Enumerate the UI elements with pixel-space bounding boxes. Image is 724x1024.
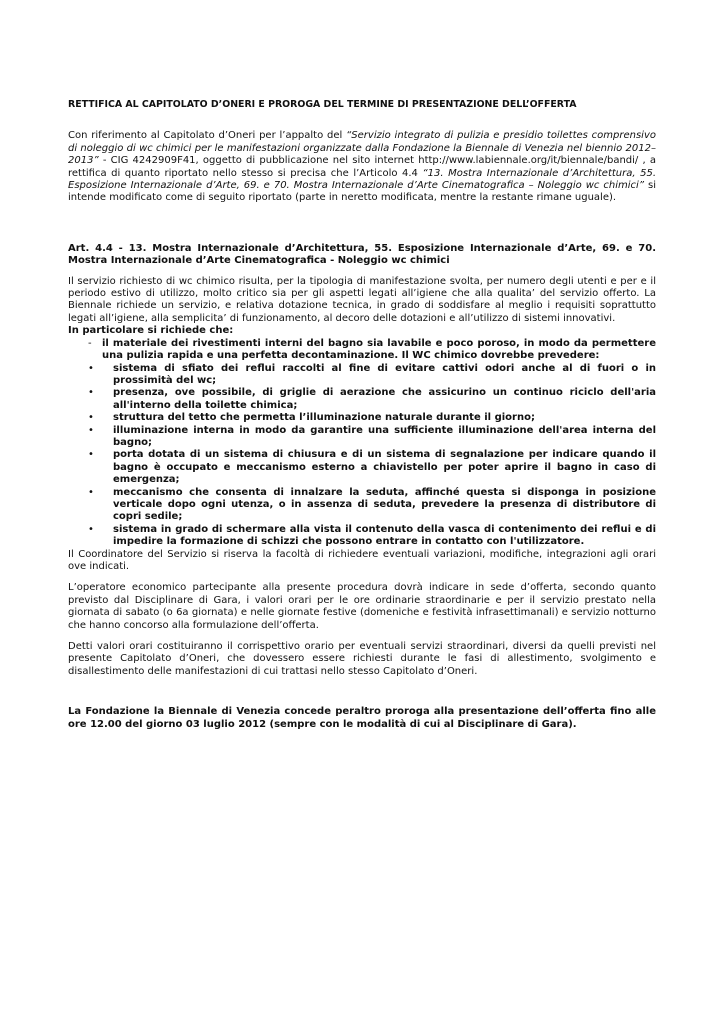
bullet-icon: • (88, 449, 94, 461)
bullet-icon: • (88, 424, 94, 436)
bullet-icon: • (88, 486, 94, 498)
list-item-text: struttura del tetto che permetta l’illuminazione naturale durante il giorno; (113, 412, 535, 424)
extension-paragraph: La Fondazione la Biennale di Venezia concede peraltro proroga alla presentazione dell’offerta fino alle ore 12.00 del giorno 03 luglio 2012 (sempre con le modalità di cui al Disciplinare di Gara). (68, 706, 656, 730)
bullet-icon: • (88, 523, 94, 535)
requirements-intro: In particolare si richiede che: (68, 325, 234, 337)
service-paragraph: Il servizio richiesto di wc chimico risulta, per la tipologia di manifestazione svolta, per numero degli utenti e per e il periodo estivo di utilizzo, molto critico sia per gli aspetti legati all’igiene che alla qualita’ del servizio offerto. La Biennale richiede un servizio, e relativa dotazione tecnica, in grado di soddisfare al meglio i requisiti soprattutto legati all’igiene, alla semplicita’ di funzionamento, al decoro delle dotazioni e all’utilizzo di sistemi innovativi. (68, 275, 656, 324)
intro-paragraph (68, 130, 656, 204)
list-item (68, 338, 656, 363)
article-heading: Art. 4.4 - 13. Mostra Internazionale d’Architettura, 55. Esposizione Internazionale d’Arte, 69. e 70. Mostra Internazionale d’Arte Cinematografica - Noleggio wc chimici (68, 242, 656, 267)
list-item-text: meccanismo che consenta di innalzare la seduta, affinché questa si disponga in posizione verticale dopo ogni utenza, o in assenza di seduta, prevedere la presenza di distributore di copri sedile; (113, 486, 656, 523)
intro-text-c: - CIG 4242909F41, oggetto di pubblicazione nel sito internet http://www.labiennale.org/it/biennale/bandi/ , a rettifica di quanto riportato nello stesso si precisa che l’Articolo 4.4 (68, 155, 656, 179)
bullet-icon: • (88, 387, 94, 399)
list-item (68, 487, 656, 524)
list-item-text: illuminazione interna in modo da garantire una sufficiente illuminazione dell'area interna del bagno; (113, 424, 656, 448)
coordinator-paragraph: Il Coordinatore del Servizio si riserva la facoltà di richiedere eventuali variazioni, modifiche, integrazioni agli orari ove indicati. (68, 548, 656, 572)
intro-article-title: “13. Mostra Internazionale d’Architettura, 55. Esposizione Internazionale d’Arte, 69. e 70. Mostra Internazionale d’Arte Cinematografica – Noleggio wc chimici” (68, 167, 657, 192)
list-item (68, 449, 656, 486)
intro-text-a: Con riferimento al Capitolato d’Oneri per l’appalto del (68, 130, 347, 142)
operator-paragraph: L’operatore economico partecipante alla presente procedura dovrà indicare in sede d’offerta, secondo quanto previsto dal Disciplinare di Gara, i valori orari per le ore ordinarie straordinarie e per il servizio prestato nella giornata di sabato (o 6a giornata) e nelle giornate festive (domeniche e festività infrasettimanali) e servizio notturno che hanno concorso alla formulazione dell’offerta. (68, 582, 656, 631)
intro-service-name: “Servizio integrato di pulizia e presidio toilettes comprensivo di noleggio di wc chimici per le manifestazioni organizzate dalla Fondazione la Biennale di Venezia nel biennio 2012–2013” (68, 130, 656, 167)
list-item (68, 524, 656, 549)
list-item (68, 363, 656, 388)
list-item-text: sistema in grado di schermare alla vista il contenuto della vasca di contenimento dei reflui e di impedire la formazione di schizzi che possono entrare in contatto con l'utilizzatore. (113, 523, 656, 548)
values-paragraph: Detti valori orari costituiranno il corrispettivo orario per eventuali servizi straordinari, diversi da quelli previsti nel presente Capitolato d’Oneri, che dovessero essere richiesti durante le fasi di allestimento, svolgimento e disallestimento delle manifestazioni di cui trattasi nello stesso Capitolato d’Oneri. (68, 641, 656, 677)
list-item-text: sistema di sfiato dei reflui raccolti al fine di evitare cattivi odori anche al di fuori o in prossimità del wc; (113, 362, 656, 386)
bullet-icon: • (88, 412, 94, 424)
bullet-icon: • (88, 362, 94, 374)
requirements-list (68, 338, 656, 549)
intro-text-e: si intende modificato come di seguito riportato (parte in neretto modificata, mentre la restante rimane uguale). (68, 180, 656, 204)
list-item-text: il materiale dei rivestimenti interni del bagno sia lavabile e poco poroso, in modo da permettere una pulizia rapida e una perfetta decontaminazione. Il WC chimico dovrebbe prevedere: (102, 337, 656, 362)
document-title: RETTIFICA AL CAPITOLATO D’ONERI E PROROGA DEL TERMINE DI PRESENTAZIONE DELL’OFFERTA (68, 99, 577, 110)
list-item-text: presenza, ove possibile, di griglie di aerazione che assicurino un continuo riciclo dell'aria all'interno della toilette chimica; (113, 387, 656, 411)
list-item-text: porta dotata di un sistema di chiusura e di un sistema di segnalazione per indicare quando il bagno è occupato e meccanismo esterno a chiavistello per poter aprire il bagno in caso di emergenza; (113, 449, 656, 486)
list-item (68, 412, 656, 424)
list-item (68, 387, 656, 412)
document-page (68, 99, 656, 731)
dash-marker: - (88, 337, 92, 349)
list-item (68, 425, 656, 450)
